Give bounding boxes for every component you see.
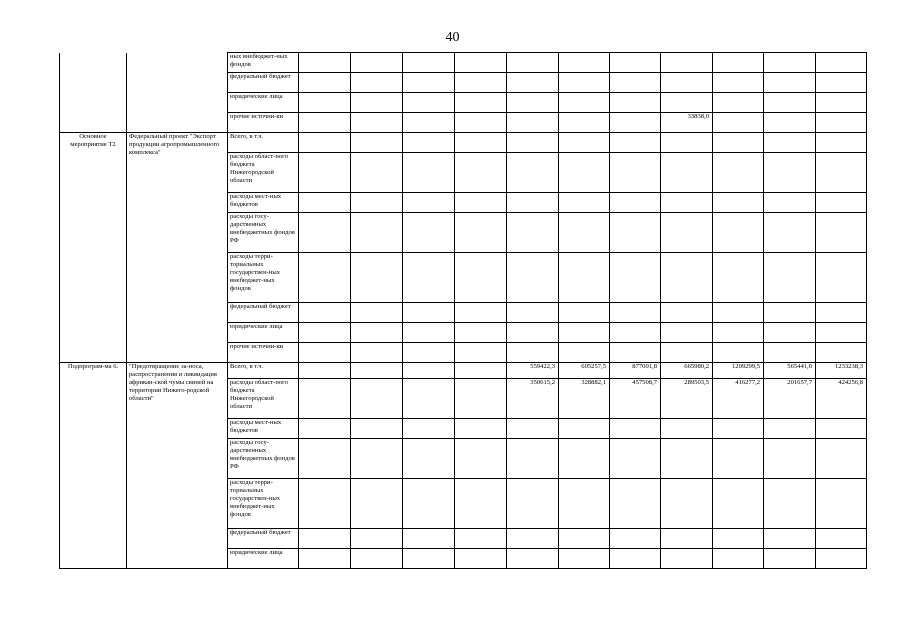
funding-source-cell: расходы област-ного бюджета Нижегородской области bbox=[228, 153, 299, 193]
value-cell bbox=[559, 323, 610, 343]
value-cell bbox=[559, 113, 610, 133]
value-cell bbox=[455, 529, 507, 549]
value-cell bbox=[764, 53, 816, 73]
value-cell bbox=[351, 419, 403, 439]
value-cell bbox=[816, 419, 867, 439]
value-cell bbox=[610, 193, 661, 213]
value-cell bbox=[299, 323, 351, 343]
value-cell bbox=[816, 113, 867, 133]
value-cell bbox=[507, 529, 559, 549]
value-cell bbox=[403, 133, 455, 153]
funding-source-cell: юридические лица bbox=[228, 93, 299, 113]
value-cell bbox=[403, 153, 455, 193]
value-cell bbox=[764, 439, 816, 479]
value-cell bbox=[610, 253, 661, 303]
value-cell bbox=[403, 253, 455, 303]
value-cell bbox=[351, 253, 403, 303]
value-cell bbox=[816, 53, 867, 73]
value-cell bbox=[816, 153, 867, 193]
value-cell: 877001,8 bbox=[610, 363, 661, 379]
value-cell: 457508,7 bbox=[610, 379, 661, 419]
value-cell: 1233238,3 bbox=[816, 363, 867, 379]
value-cell bbox=[713, 253, 764, 303]
value-cell bbox=[713, 133, 764, 153]
value-cell bbox=[610, 213, 661, 253]
funding-source-cell: федеральный бюджет bbox=[228, 303, 299, 323]
funding-source-cell: Всего, в т.ч. bbox=[228, 133, 299, 153]
value-cell: 1209299,5 bbox=[713, 363, 764, 379]
value-cell bbox=[403, 529, 455, 549]
value-cell bbox=[559, 253, 610, 303]
page-number: 40 bbox=[445, 30, 460, 45]
value-cell bbox=[455, 153, 507, 193]
value-cell bbox=[507, 303, 559, 323]
value-cell bbox=[351, 193, 403, 213]
value-cell bbox=[455, 439, 507, 479]
table-row bbox=[60, 363, 867, 379]
value-cell bbox=[816, 73, 867, 93]
value-cell bbox=[507, 439, 559, 479]
value-cell bbox=[299, 379, 351, 419]
value-cell bbox=[507, 53, 559, 73]
value-cell bbox=[610, 303, 661, 323]
value-cell bbox=[351, 323, 403, 343]
value-cell bbox=[559, 193, 610, 213]
value-cell bbox=[507, 193, 559, 213]
value-cell bbox=[661, 53, 713, 73]
value-cell bbox=[351, 549, 403, 569]
value-cell bbox=[299, 133, 351, 153]
value-cell bbox=[455, 213, 507, 253]
value-cell bbox=[351, 113, 403, 133]
value-cell bbox=[299, 343, 351, 363]
value-cell bbox=[610, 549, 661, 569]
value-cell bbox=[559, 343, 610, 363]
value-cell bbox=[764, 113, 816, 133]
value-cell bbox=[403, 549, 455, 569]
value-cell bbox=[507, 213, 559, 253]
value-cell: 350615,2 bbox=[507, 379, 559, 419]
value-cell bbox=[403, 93, 455, 113]
value-cell bbox=[764, 343, 816, 363]
value-cell bbox=[610, 153, 661, 193]
value-cell bbox=[351, 479, 403, 529]
value-cell bbox=[403, 53, 455, 73]
value-cell bbox=[455, 549, 507, 569]
value-cell: 201657,7 bbox=[764, 379, 816, 419]
value-cell bbox=[713, 439, 764, 479]
value-cell bbox=[661, 153, 713, 193]
value-cell bbox=[299, 193, 351, 213]
value-cell bbox=[661, 419, 713, 439]
value-cell bbox=[764, 529, 816, 549]
value-cell bbox=[610, 53, 661, 73]
value-cell bbox=[507, 113, 559, 133]
funding-source-cell: прочие источни-ки bbox=[228, 113, 299, 133]
value-cell bbox=[610, 323, 661, 343]
value-cell bbox=[816, 193, 867, 213]
value-cell bbox=[610, 93, 661, 113]
value-cell bbox=[764, 253, 816, 303]
value-cell: 665980,2 bbox=[661, 363, 713, 379]
value-cell: 289503,5 bbox=[661, 379, 713, 419]
value-cell bbox=[559, 133, 610, 153]
value-cell bbox=[764, 213, 816, 253]
value-cell bbox=[610, 133, 661, 153]
value-cell bbox=[610, 529, 661, 549]
value-cell bbox=[403, 439, 455, 479]
funding-source-cell: расходы мест-ных бюджетов bbox=[228, 193, 299, 213]
value-cell bbox=[299, 153, 351, 193]
value-cell bbox=[713, 213, 764, 253]
value-cell bbox=[403, 303, 455, 323]
event-name-cell bbox=[127, 53, 228, 133]
value-cell bbox=[299, 549, 351, 569]
value-cell bbox=[713, 343, 764, 363]
value-cell bbox=[507, 323, 559, 343]
value-cell bbox=[816, 93, 867, 113]
funding-source-cell: федеральный бюджет bbox=[228, 73, 299, 93]
value-cell bbox=[764, 133, 816, 153]
value-cell bbox=[455, 323, 507, 343]
value-cell bbox=[713, 53, 764, 73]
value-cell bbox=[351, 363, 403, 379]
value-cell bbox=[559, 419, 610, 439]
value-cell bbox=[403, 419, 455, 439]
value-cell bbox=[559, 529, 610, 549]
value-cell bbox=[661, 213, 713, 253]
value-cell bbox=[351, 213, 403, 253]
value-cell bbox=[559, 53, 610, 73]
value-cell bbox=[661, 93, 713, 113]
value-cell bbox=[455, 133, 507, 153]
value-cell bbox=[816, 133, 867, 153]
value-cell bbox=[507, 73, 559, 93]
value-cell bbox=[299, 439, 351, 479]
value-cell bbox=[351, 133, 403, 153]
value-cell bbox=[816, 529, 867, 549]
value-cell bbox=[403, 343, 455, 363]
value-cell bbox=[559, 303, 610, 323]
funding-source-cell: прочие источни-ки bbox=[228, 343, 299, 363]
program-cell: Подпрограм-ма 6. bbox=[60, 363, 127, 569]
value-cell bbox=[559, 213, 610, 253]
value-cell bbox=[661, 303, 713, 323]
value-cell bbox=[559, 73, 610, 93]
value-cell bbox=[816, 303, 867, 323]
value-cell bbox=[351, 529, 403, 549]
event-name-cell: Федеральный проект "Экспорт продукции агропромышленного комплекса" bbox=[127, 133, 228, 363]
funding-source-cell: юридические лица bbox=[228, 549, 299, 569]
value-cell bbox=[403, 479, 455, 529]
table-row bbox=[60, 53, 867, 73]
value-cell bbox=[661, 343, 713, 363]
value-cell bbox=[610, 73, 661, 93]
funding-source-cell: федеральный бюджет bbox=[228, 529, 299, 549]
value-cell bbox=[713, 113, 764, 133]
value-cell bbox=[559, 439, 610, 479]
value-cell bbox=[351, 343, 403, 363]
value-cell: 33838,0 bbox=[661, 113, 713, 133]
value-cell bbox=[455, 479, 507, 529]
value-cell bbox=[764, 193, 816, 213]
value-cell bbox=[455, 343, 507, 363]
value-cell bbox=[507, 93, 559, 113]
funding-source-cell: Всего, в т.ч. bbox=[228, 363, 299, 379]
value-cell bbox=[351, 53, 403, 73]
value-cell bbox=[351, 303, 403, 323]
value-cell bbox=[661, 73, 713, 93]
value-cell bbox=[455, 419, 507, 439]
value-cell bbox=[661, 193, 713, 213]
value-cell bbox=[764, 323, 816, 343]
value-cell bbox=[816, 439, 867, 479]
value-cell bbox=[713, 323, 764, 343]
value-cell bbox=[713, 479, 764, 529]
value-cell bbox=[559, 153, 610, 193]
value-cell bbox=[816, 253, 867, 303]
value-cell bbox=[299, 303, 351, 323]
value-cell bbox=[403, 213, 455, 253]
value-cell bbox=[455, 93, 507, 113]
value-cell bbox=[816, 213, 867, 253]
value-cell bbox=[661, 253, 713, 303]
value-cell bbox=[764, 73, 816, 93]
value-cell bbox=[403, 73, 455, 93]
event-name-cell: "Предотвращение за-носа, распространения и ликвидация африкан-ской чумы свиней на территории Нижего-родской области" bbox=[127, 363, 228, 569]
value-cell bbox=[299, 73, 351, 93]
value-cell bbox=[299, 363, 351, 379]
value-cell bbox=[455, 363, 507, 379]
value-cell bbox=[299, 93, 351, 113]
value-cell bbox=[299, 113, 351, 133]
value-cell bbox=[507, 479, 559, 529]
value-cell bbox=[713, 303, 764, 323]
value-cell bbox=[299, 253, 351, 303]
funding-source-cell: ных внебюджет-ных фондов bbox=[228, 53, 299, 73]
value-cell bbox=[816, 343, 867, 363]
value-cell bbox=[661, 479, 713, 529]
funding-source-cell: расходы госу-дарственных внебюджетных фондов РФ bbox=[228, 213, 299, 253]
funding-source-cell: расходы терри-ториальных государствен-ных внебюджет-ных фондов bbox=[228, 479, 299, 529]
value-cell bbox=[559, 549, 610, 569]
value-cell bbox=[764, 479, 816, 529]
value-cell bbox=[661, 549, 713, 569]
value-cell bbox=[507, 549, 559, 569]
value-cell bbox=[764, 153, 816, 193]
value-cell bbox=[299, 53, 351, 73]
value-cell bbox=[351, 379, 403, 419]
value-cell: 416277,2 bbox=[713, 379, 764, 419]
value-cell bbox=[764, 93, 816, 113]
value-cell bbox=[559, 93, 610, 113]
value-cell bbox=[713, 93, 764, 113]
value-cell bbox=[351, 439, 403, 479]
value-cell bbox=[403, 379, 455, 419]
program-cell bbox=[60, 53, 127, 133]
value-cell: 605257,5 bbox=[559, 363, 610, 379]
value-cell bbox=[816, 549, 867, 569]
value-cell bbox=[610, 439, 661, 479]
funding-source-cell: расходы област-ного бюджета Нижегородской области bbox=[228, 379, 299, 419]
value-cell bbox=[351, 73, 403, 93]
value-cell bbox=[455, 303, 507, 323]
value-cell bbox=[299, 479, 351, 529]
value-cell bbox=[764, 419, 816, 439]
value-cell bbox=[713, 193, 764, 213]
value-cell bbox=[713, 549, 764, 569]
value-cell bbox=[403, 113, 455, 133]
value-cell bbox=[816, 479, 867, 529]
funding-source-cell: расходы госу-дарственных внебюджетных фондов РФ bbox=[228, 439, 299, 479]
value-cell bbox=[713, 419, 764, 439]
value-cell bbox=[507, 133, 559, 153]
value-cell bbox=[403, 363, 455, 379]
value-cell bbox=[507, 153, 559, 193]
value-cell bbox=[610, 113, 661, 133]
value-cell bbox=[507, 419, 559, 439]
value-cell bbox=[455, 53, 507, 73]
value-cell bbox=[713, 73, 764, 93]
funding-source-cell: расходы мест-ных бюджетов bbox=[228, 419, 299, 439]
value-cell bbox=[661, 529, 713, 549]
value-cell bbox=[610, 479, 661, 529]
program-cell: Основное мероприятие Т2 bbox=[60, 133, 127, 363]
value-cell bbox=[299, 419, 351, 439]
budget-table bbox=[59, 52, 867, 569]
value-cell bbox=[455, 113, 507, 133]
funding-source-cell: расходы терри-ториальных государствен-ных внебюджет-ных фондов bbox=[228, 253, 299, 303]
value-cell bbox=[455, 253, 507, 303]
table-body bbox=[60, 53, 867, 569]
value-cell: 559422,3 bbox=[507, 363, 559, 379]
value-cell bbox=[351, 153, 403, 193]
value-cell: 565441,0 bbox=[764, 363, 816, 379]
value-cell bbox=[610, 343, 661, 363]
value-cell bbox=[713, 153, 764, 193]
value-cell bbox=[661, 323, 713, 343]
table-row bbox=[60, 133, 867, 153]
value-cell bbox=[661, 133, 713, 153]
value-cell bbox=[661, 439, 713, 479]
value-cell bbox=[610, 419, 661, 439]
value-cell: 328882,1 bbox=[559, 379, 610, 419]
value-cell bbox=[299, 529, 351, 549]
value-cell bbox=[507, 343, 559, 363]
value-cell bbox=[713, 529, 764, 549]
value-cell bbox=[403, 323, 455, 343]
value-cell bbox=[764, 549, 816, 569]
value-cell bbox=[764, 303, 816, 323]
value-cell bbox=[455, 379, 507, 419]
value-cell bbox=[559, 479, 610, 529]
value-cell bbox=[455, 73, 507, 93]
value-cell bbox=[299, 213, 351, 253]
value-cell bbox=[351, 93, 403, 113]
value-cell: 424256,8 bbox=[816, 379, 867, 419]
value-cell bbox=[507, 253, 559, 303]
value-cell bbox=[455, 193, 507, 213]
funding-source-cell: юридические лица bbox=[228, 323, 299, 343]
value-cell bbox=[816, 323, 867, 343]
value-cell bbox=[403, 193, 455, 213]
